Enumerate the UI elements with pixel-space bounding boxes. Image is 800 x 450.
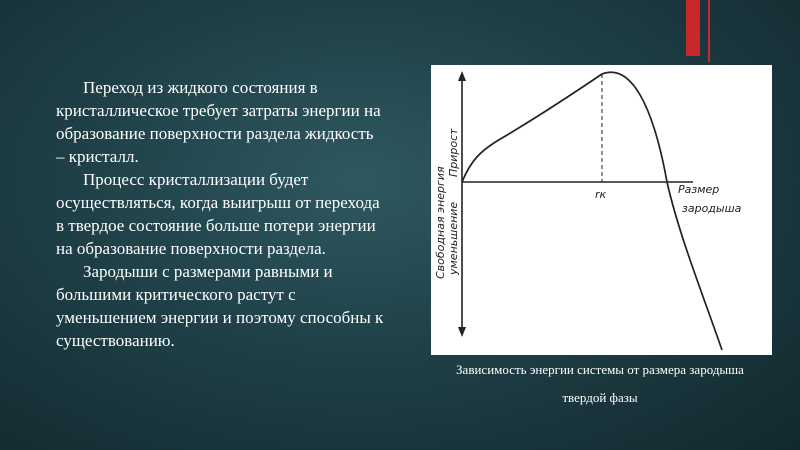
caption-line-2: твердой фазы [562, 390, 638, 405]
paragraph-crystallization-condition: Процесс кристаллизации будет осуществляться, когда выигрыш от перехода в твердое состояние больше потери энергии на образование поверхности раздела. [56, 170, 380, 258]
x-axis-label-line2: зародыша [682, 202, 742, 215]
figure-caption [422, 362, 778, 406]
y-axis-arrow-up [458, 71, 466, 81]
energy-diagram-svg [431, 65, 772, 355]
paragraph-critical-size: Зародыши с размерами равными и большими критического растут с уменьшением энергии и поэтому способны к существованию. [56, 262, 384, 350]
paragraph-nucleation-energy: Переход из жидкого состояния в кристаллическое требует затраты энергии на образование поверхности раздела жидкость – кристалл. [56, 78, 381, 166]
y-axis-arrow-down [458, 327, 466, 337]
accent-stroke [708, 0, 710, 62]
y-down-label: уменьшение [447, 201, 460, 275]
y-up-label: Прирост [447, 128, 460, 177]
x-axis-label-line1: Размер [678, 183, 720, 196]
caption-line-1: Зависимость энергии системы от размера зародыша [456, 362, 744, 377]
accent-bar [686, 0, 700, 56]
critical-radius-label: rк [595, 188, 607, 201]
body-text [56, 76, 386, 352]
y-axis-label: Свободная энергия [434, 166, 447, 279]
energy-diagram [431, 65, 772, 355]
